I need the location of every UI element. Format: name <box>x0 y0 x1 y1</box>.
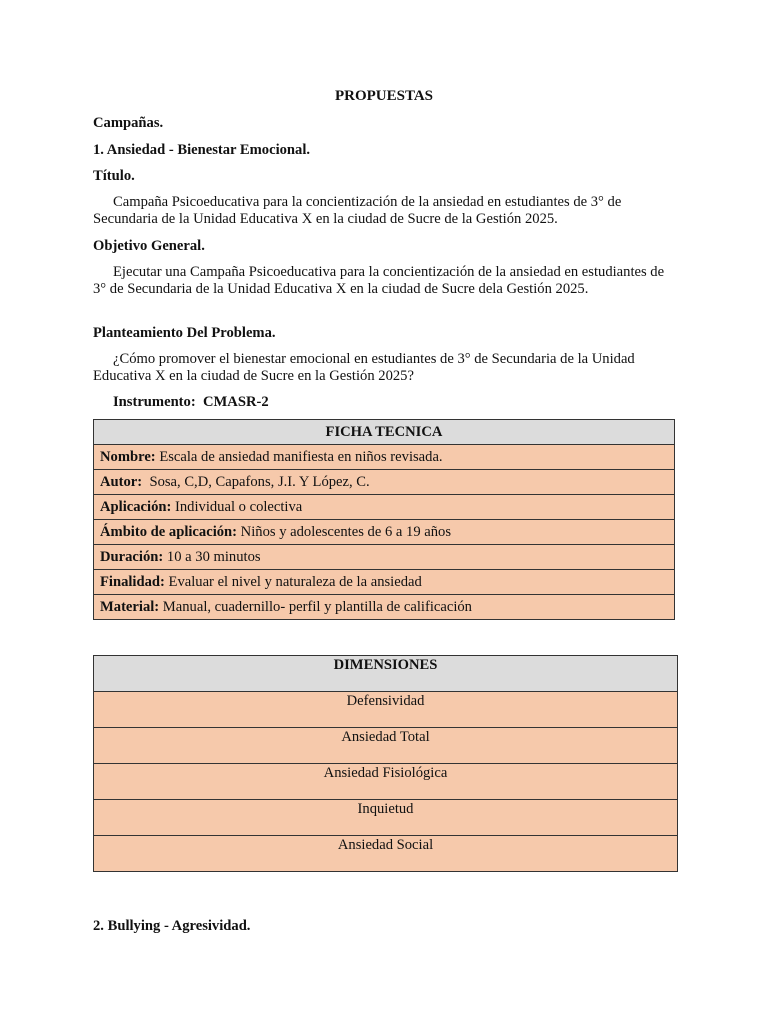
table-row <box>94 728 678 764</box>
table-row <box>94 470 675 495</box>
planteamiento-text: ¿Cómo promover el bienestar emocional en estudiantes de 3° de Secundaria de la Unidad Educativa X en la ciudad de Sucre en la Gestión 2025? <box>93 351 635 384</box>
ficha-label: Ámbito de aplicación: <box>100 523 238 540</box>
dimension-item: Ansiedad Social <box>94 836 678 872</box>
ficha-label: Finalidad: <box>100 573 165 590</box>
table-row <box>94 836 678 872</box>
ficha-tecnica-table <box>93 419 675 620</box>
dimensiones-table <box>93 655 678 872</box>
ficha-label: Aplicación: <box>100 498 172 515</box>
table-row <box>94 445 675 470</box>
ficha-label: Nombre: <box>100 448 156 465</box>
page-title: PROPUESTAS <box>334 88 434 104</box>
ficha-value: Evaluar el nivel y naturaleza de la ansiedad <box>164 573 422 590</box>
campaigns-label: Campañas. <box>93 115 164 131</box>
ficha-value: Escala de ansiedad manifiesta en niños revisada. <box>155 448 443 465</box>
table-row <box>94 570 675 595</box>
ficha-value: Manual, cuadernillo- perfil y plantilla de calificación <box>159 598 472 615</box>
dimension-item: Inquietud <box>94 800 678 836</box>
table-row <box>94 545 675 570</box>
table-row <box>94 764 678 800</box>
table-row <box>94 520 675 545</box>
objetivo-text: Ejecutar una Campaña Psicoeducativa para la concientización de la ansiedad en estudiantes de 3° de Secundaria de la Unidad Educativa X en la ciudad de Sucre dela Gestión 2025. <box>93 264 665 297</box>
ficha-value: Individual o colectiva <box>171 498 303 515</box>
dimension-item: Ansiedad Fisiológica <box>94 764 678 800</box>
table-row <box>94 692 678 728</box>
table-row <box>94 595 675 620</box>
instrumento-label: Instrumento: CMASR-2 <box>113 394 269 410</box>
table-row <box>94 495 675 520</box>
objetivo-label: Objetivo General. <box>93 238 205 254</box>
ficha-value: Sosa, C,D, Capafons, J.I. Y López, C. <box>142 473 370 490</box>
ficha-label: Autor: <box>100 473 143 490</box>
dimension-item: Ansiedad Total <box>94 728 678 764</box>
titulo-text: Campaña Psicoeducativa para la concientización de la ansiedad en estudiantes de 3° de Secundaria de la Unidad Educativa X en la ciudad de Sucre de la Gestión 2025. <box>93 194 622 227</box>
ficha-value: Niños y adolescentes de 6 a 19 años <box>237 523 452 540</box>
dimension-item: Defensividad <box>94 692 678 728</box>
ficha-header: FICHA TECNICA <box>94 420 675 445</box>
ficha-value: 10 a 30 minutos <box>163 548 261 565</box>
ficha-label: Material: <box>100 598 160 615</box>
titulo-label: Título. <box>93 168 135 184</box>
planteamiento-label: Planteamiento Del Problema. <box>93 325 276 341</box>
section1-title: 1. Ansiedad - Bienestar Emocional. <box>93 142 311 158</box>
table-row <box>94 800 678 836</box>
ficha-label: Duración: <box>100 548 164 565</box>
section2-title: 2. Bullying - Agresividad. <box>93 918 251 934</box>
dimensiones-header: DIMENSIONES <box>94 656 678 692</box>
